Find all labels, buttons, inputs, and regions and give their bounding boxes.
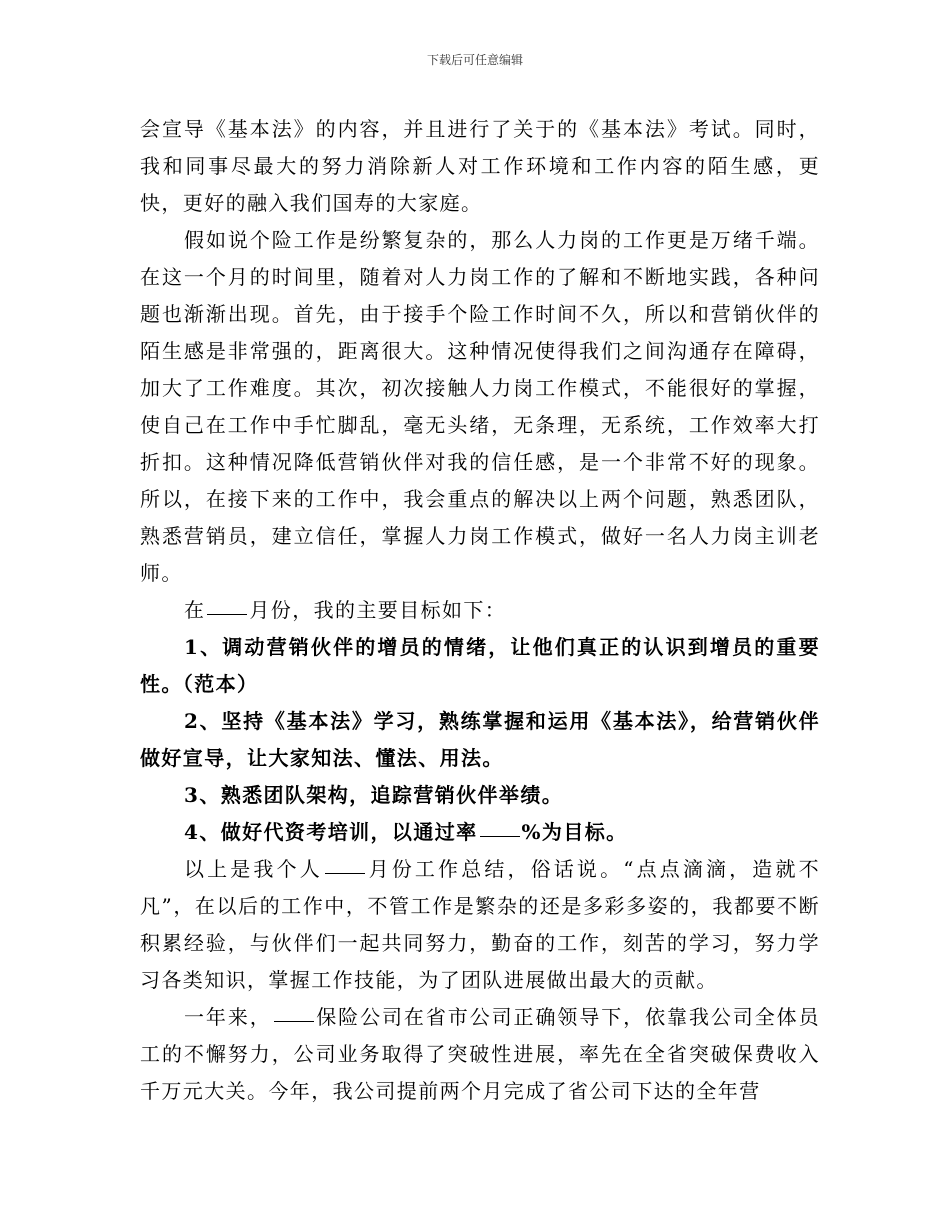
goal-item-4-after: %为目标。 [521,820,628,844]
goals-intro-after: 月份，我的主要目标如下： [249,598,507,622]
year-review-after: 保险公司在省市公司正确领导下，依靠我公司全体员工的不懈努力，公司业务取得了突破性进展，率先在全省突破保费收入千万元大关。今年，我公司提前两个月完成了省公司下达的全年营 [140,1005,820,1103]
fill-blank [274,1020,314,1022]
paragraph-problems: 假如说个险工作是纷繁复杂的，那么人力岗的工作更是万绪千端。在这一个月的时间里，随着对人力岗工作的了解和不断地实践，各种问题也渐渐出现。首先，由于接手个险工作时间不久，所以和营销伙伴的陌生感是非常强的，距离很大。这种情况使得我们之间沟通存在障碍，加大了工作难度。其次，初次接触人力岗工作模式，不能很好的掌握，使自己在工作中手忙脚乱，毫无头绪，无条理，无系统，工作效率大打折扣。这种情况降低营销伙伴对我的信任感，是一个非常不好的现象。所以，在接下来的工作中，我会重点的解决以上两个问题，熟悉团队，熟悉营销员，建立信任，掌握人力岗工作模式，做好一名人力岗主训老师。 [140,228,820,585]
goal-item-1: 1、调动营销伙伴的增员的情绪，让他们真正的认识到增员的重要性。（范本） [140,635,820,696]
goals-intro-before: 在 [184,598,206,622]
paragraph-continuation: 会宣导《基本法》的内容，并且进行了关于的《基本法》考试。同时，我和同事尽最大的努力消除新人对工作环境和工作内容的陌生感，更快，更好的融入我们国寿的大家庭。 [140,117,820,215]
goal-item-4-before: 4、做好代资考培训，以通过率 [184,820,478,844]
paragraph-goals-intro [140,592,820,629]
fill-blank [325,872,365,874]
paragraph-summary [140,851,820,999]
goal-item-3: 3、熟悉团队架构，追踪营销伙伴举绩。 [184,783,564,807]
summary-after: 月份工作总结，俗话说。“点点滴滴，造就不凡”，在以后的工作中，不管工作是繁杂的还是多彩多姿的，我都要不断积累经验，与伙伴们一起共同努力，勤奋的工作，刻苦的学习，努力学习各类知识，掌握工作技能，为了团队进展做出最大的贡献。 [140,857,820,992]
page-header: 下载后可任意编辑 [426,53,523,67]
document-body [140,111,820,1110]
fill-blank [207,613,247,615]
summary-before: 以上是我个人 [184,857,323,881]
goal-item-4 [140,814,820,851]
paragraph-year-review [140,999,820,1110]
fill-blank [480,835,520,837]
year-review-before: 一年来， [184,1005,272,1029]
goal-item-2: 2、坚持《基本法》学习，熟练掌握和运用《基本法》，给营销伙伴做好宣导，让大家知法、懂法、用法。 [140,709,820,770]
